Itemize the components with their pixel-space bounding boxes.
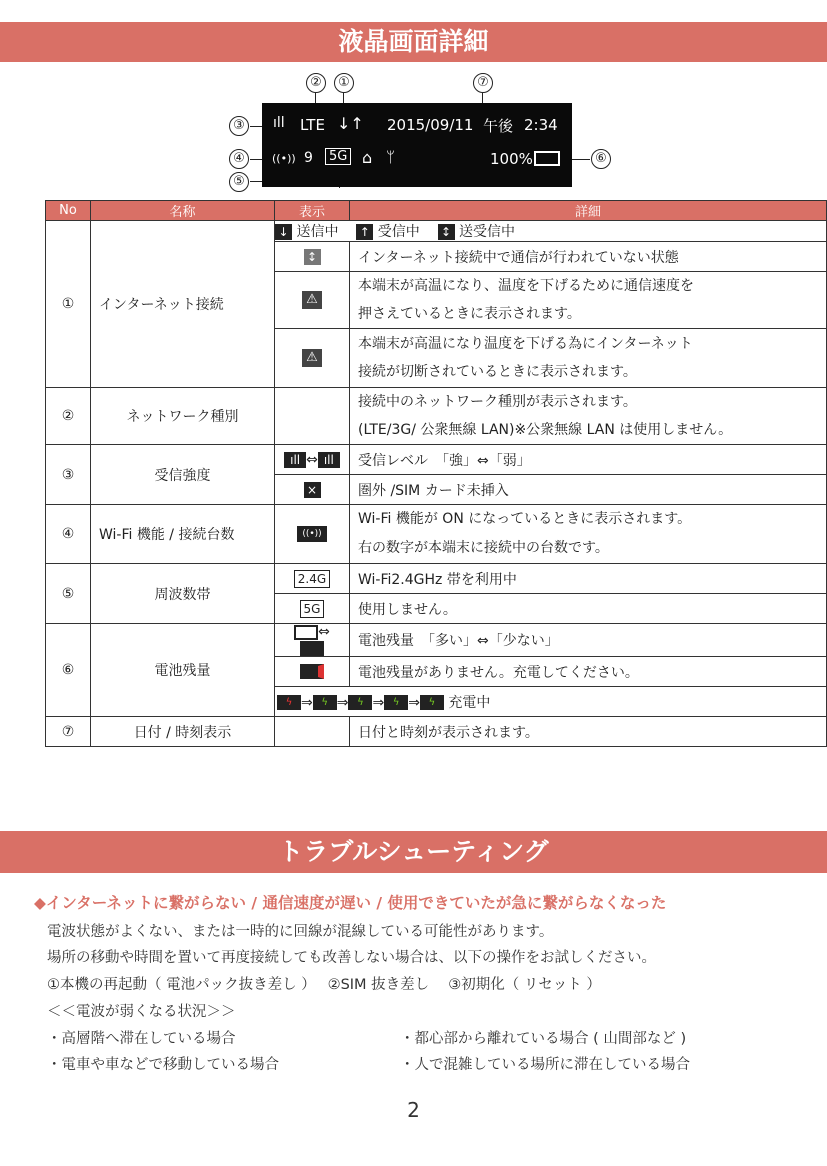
transfer-arrows-icon: ↓↑ — [337, 114, 364, 133]
band-24g-icon: 2.4G — [275, 564, 350, 594]
transfer-legend — [275, 221, 827, 242]
no-signal-icon: × — [275, 475, 350, 505]
list-item: ・電車や車などで移動している場合 — [47, 1057, 279, 1073]
send-icon: ↓ — [275, 224, 292, 240]
send-receive-icon: ↕ — [438, 224, 455, 240]
table-row — [46, 717, 827, 747]
network-type-icon — [275, 388, 350, 445]
overheat-slow-icon: ⚠ — [275, 272, 350, 329]
row-name: ネットワーク種別 — [91, 388, 275, 445]
signal-strength-icon: ıll ⇔ ıll — [275, 445, 350, 475]
troubleshooting-subheading: ＜＜電波が弱くなる状況＞＞ — [47, 1004, 236, 1020]
idle-transfer-icon: ↕ — [275, 242, 350, 272]
troubleshooting-steps: ①本機の再起動（ 電池パック抜き差し ） ②SIM 抜き差し ③初期化（ リセット ） — [47, 977, 601, 993]
battery-icon — [534, 151, 560, 166]
row-name: Wi-Fi 機能 / 接続台数 — [91, 505, 275, 564]
lcd-wifi-count: 9 — [304, 150, 313, 166]
charging-icon: ϟ — [384, 695, 408, 710]
troubleshooting-text: 場所の移動や時間を置いて再度接続しても改善しない場合は、以下の操作をお試しください。 — [47, 950, 656, 966]
list-item: ・人で混雑している場所に滞在している場合 — [400, 1057, 690, 1073]
lcd-spec-table — [45, 200, 827, 747]
battery-empty-icon — [275, 657, 350, 687]
row-detail: インターネット接続中で通信が行われていない状態 — [350, 242, 827, 272]
table-row — [46, 388, 827, 445]
lcd-time: 2:34 — [524, 116, 558, 134]
row-detail: 日付と時刻が表示されます。 — [350, 717, 827, 747]
signal-bars-icon: ıll — [273, 115, 285, 131]
callout-1: ① — [334, 73, 354, 93]
list-item: ・高層階へ滞在している場合 — [47, 1031, 236, 1047]
row-detail: 電池残量 「多い」⇔「少ない」 — [350, 624, 827, 657]
receive-icon: ↑ — [356, 224, 373, 240]
charging-icon: ϟ — [277, 695, 301, 710]
table-row — [46, 445, 827, 475]
lcd-screen — [262, 103, 572, 187]
row-no: ⑥ — [46, 624, 91, 717]
row-detail: 本端末が高温になり、温度を下げるために通信速度を 押さえているときに表示されます。 — [350, 272, 827, 329]
lcd-battery-percent: 100% — [490, 150, 533, 168]
wifi-icon: ((•)) — [275, 505, 350, 564]
header-no: No — [46, 201, 91, 221]
band-5g-icon: 5G — [275, 594, 350, 624]
callout-7: ⑦ — [473, 73, 493, 93]
lcd-detail-title: 液晶画面詳細 — [0, 22, 827, 62]
row-detail: 圏外 /SIM カード未挿入 — [350, 475, 827, 505]
row-no: ⑦ — [46, 717, 91, 747]
wifi-icon: ((•)) — [272, 152, 296, 165]
home-icon: ⌂ — [362, 148, 373, 167]
lcd-ampm: 午後 — [483, 117, 514, 135]
row-detail: 接続中のネットワーク種別が表示されます。 (LTE/3G/ 公衆無線 LAN)※公衆無線 LAN は使用しません。 — [350, 388, 827, 445]
row-name: 受信強度 — [91, 445, 275, 505]
charging-icon: ϟ — [420, 695, 444, 710]
troubleshooting-heading: ◆インターネットに繋がらない / 通信速度が遅い / 使用できていたが急に繋がらなくなった — [34, 894, 667, 912]
row-name: 日付 / 時刻表示 — [91, 717, 275, 747]
table-header — [46, 201, 827, 221]
datetime-icon — [275, 717, 350, 747]
charging-icon: ϟ — [348, 695, 372, 710]
callout-5: ⑤ — [229, 172, 249, 192]
row-no: ① — [46, 221, 91, 388]
page-number: 2 — [407, 1098, 420, 1122]
row-no: ④ — [46, 505, 91, 564]
charging-label: 充電中 — [448, 694, 491, 711]
callout-6: ⑥ — [591, 149, 611, 169]
row-no: ③ — [46, 445, 91, 505]
row-name: インターネット接続 — [91, 221, 275, 388]
row-detail: Wi-Fi 機能が ON になっているときに表示されます。 右の数字が本端末に接続中の台数です。 — [350, 505, 827, 564]
row-detail: 使用しません。 — [350, 594, 827, 624]
row-no: ② — [46, 388, 91, 445]
overheat-disconnect-icon: ⚠ — [275, 329, 350, 388]
row-detail: Wi-Fi2.4GHz 帯を利用中 — [350, 564, 827, 594]
callout-3: ③ — [229, 116, 249, 136]
legend-both: 送受信中 — [458, 224, 515, 240]
callout-2: ② — [306, 73, 326, 93]
header-name: 名称 — [91, 201, 275, 221]
charging-legend: ϟ ⇒ ϟ ⇒ ϟ ⇒ ϟ ⇒ ϟ 充電中 — [275, 687, 827, 717]
row-detail: 電池残量がありません。充電してください。 — [350, 657, 827, 687]
lcd-band: 5G — [325, 148, 351, 165]
lcd-carrier: LTE — [300, 116, 325, 134]
lcd-date: 2015/09/11 — [387, 116, 474, 134]
row-name: 周波数帯 — [91, 564, 275, 624]
table-row — [46, 505, 827, 564]
legend-send: 送信中 — [296, 224, 339, 240]
troubleshooting-title: トラブルシューティング — [0, 831, 827, 873]
row-name: 電池残量 — [91, 624, 275, 717]
troubleshooting-text: 電波状態がよくない、または一時的に回線が混線している可能性があります。 — [47, 924, 554, 940]
header-detail: 詳細 — [350, 201, 827, 221]
table-row — [46, 564, 827, 594]
callout-4: ④ — [229, 149, 249, 169]
table-row — [46, 624, 827, 657]
row-detail: 受信レベル 「強」⇔「弱」 — [350, 445, 827, 475]
battery-level-icon: ⇔ — [275, 624, 350, 657]
usb-icon: ᛘ — [386, 148, 396, 166]
row-detail: 本端末が高温になり温度を下げる為にインターネット 接続が切断されているときに表示されます。 — [350, 329, 827, 388]
list-item: ・都心部から離れている場合 ( 山間部など ) — [400, 1031, 687, 1047]
table-row — [46, 221, 827, 242]
charging-icon: ϟ — [313, 695, 337, 710]
header-icon: 表示 — [275, 201, 350, 221]
row-no: ⑤ — [46, 564, 91, 624]
legend-receive: 受信中 — [377, 224, 420, 240]
